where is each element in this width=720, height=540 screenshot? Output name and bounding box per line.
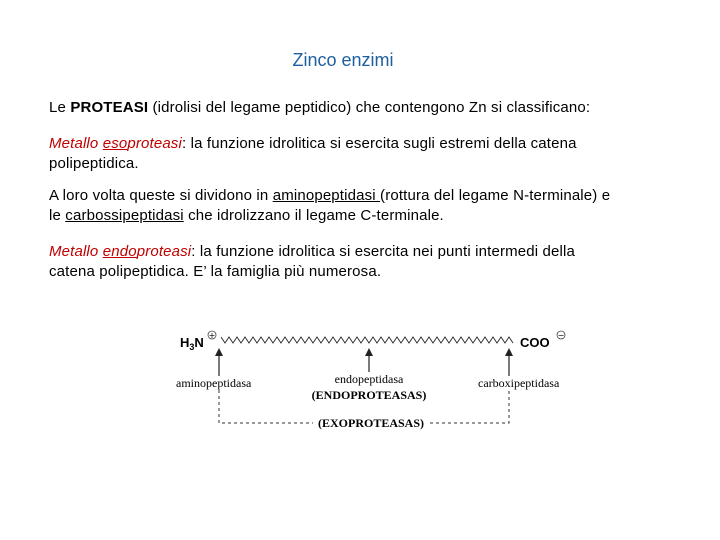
subtypes-text-c: le (49, 207, 66, 224)
subtypes-text-b: (rottura del legame N-terminale) e (380, 187, 611, 204)
intro-prefix: Le (49, 99, 71, 116)
page-title: Zinco enzimi (292, 50, 394, 70)
subtypes-text-a: A loro volta queste si dividono in (49, 187, 273, 204)
endo-text-line1: : la funzione idrolitica si esercita nei punti intermedi della (191, 243, 575, 260)
polypeptide-chain (221, 337, 513, 343)
c-terminus-label: COO (520, 335, 550, 350)
intro-bold: PROTEASI (70, 99, 149, 116)
exo-text-line1: : la funzione idrolitica si esercita sugli estremi della catena (181, 135, 577, 152)
endo-term: Metallo endoproteasi (49, 243, 192, 260)
n-charge-sign: + (208, 331, 216, 340)
endopeptidase-label: endopeptidasa (334, 372, 404, 386)
exo-text-line2: polipeptidica. (49, 155, 139, 172)
aminopeptidase-label: aminopeptidasa (176, 376, 252, 390)
aminopeptidasi-term: aminopeptidasi (272, 187, 381, 204)
intro-suffix: (idrolisi del legame peptidico) che contengono Zn si classificano: (148, 99, 591, 116)
carbossipeptidasi-term: carbossipeptidasi (65, 207, 184, 224)
subtypes-text-d: che idrolizzano il legame C-terminale. (183, 207, 444, 224)
n-terminus-label: $H_3N$ (180, 335, 204, 352)
endoproteases-label: (ENDOPROTEASAS) (311, 388, 427, 402)
exoproteases-label: (EXOPROTEASAS) (317, 416, 425, 430)
c-charge-sign: − (557, 331, 565, 340)
endo-text-line2: catena polipeptidica. E’ la famiglia più numerosa. (49, 263, 382, 280)
exo-term: Metallo esoproteasi (49, 135, 182, 152)
carboxypeptidase-label: carboxipeptidasa (478, 376, 560, 390)
